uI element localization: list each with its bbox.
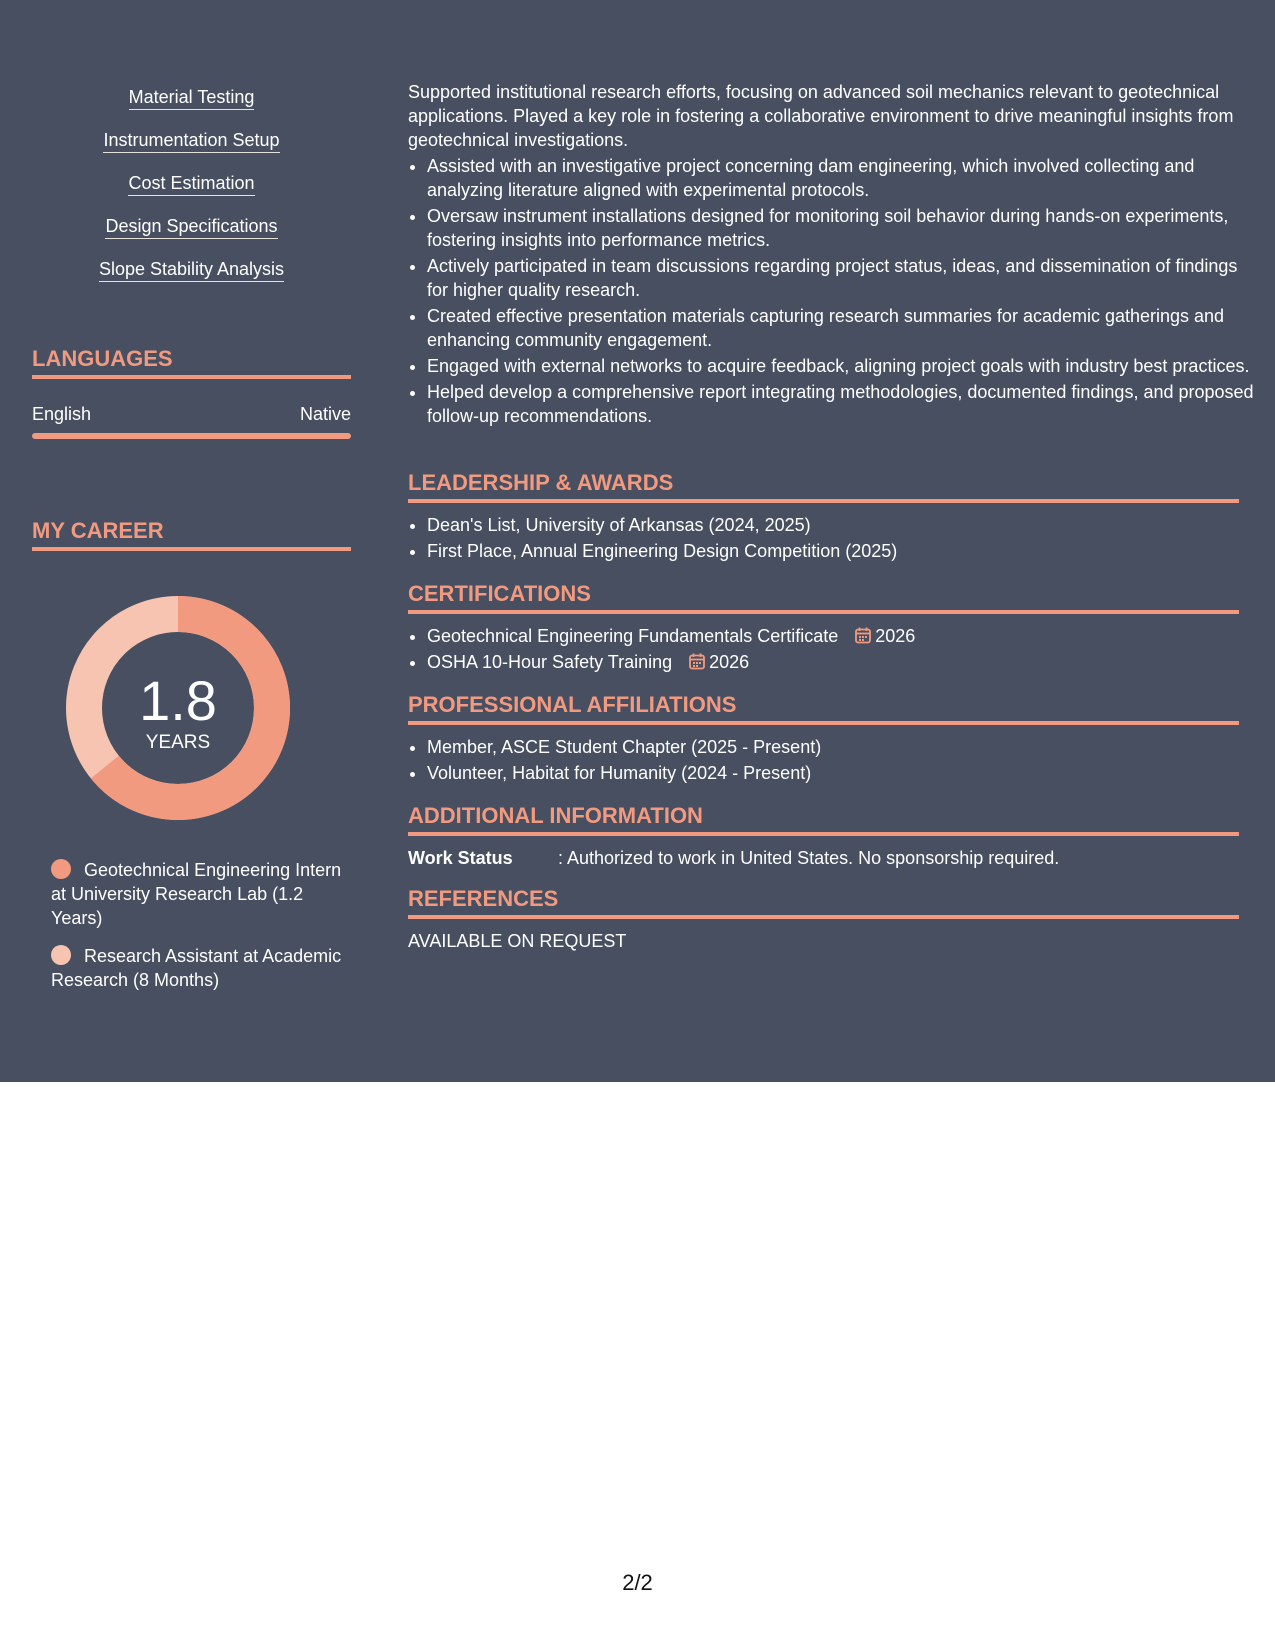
experience-bullet: • Helped develop a comprehensive report integrating methodologies, documented findings, and proposed follow-up recommendations. (427, 380, 1258, 428)
career-total-value: 1.8 (139, 669, 217, 732)
experience-summary: Supported institutional research efforts, focusing on advanced soil mechanics relevant to geotechnical applications. Played a key role in fostering a collaborative environment to drive meaningful insights from geotechnical investigations. (408, 82, 1234, 150)
leadership-heading: LEADERSHIP & AWARDS (408, 470, 1239, 503)
career-donut-chart (66, 596, 290, 820)
references-section (408, 886, 1239, 953)
affiliations-heading: PROFESSIONAL AFFILIATIONS (408, 692, 1239, 725)
calendar-icon (689, 653, 705, 670)
career-heading: MY CAREER (32, 518, 351, 551)
skill-item: Instrumentation Setup (103, 129, 279, 153)
language-proficiency-bar (32, 433, 351, 439)
leadership-item: • Dean's List, University of Arkansas (2024, 2025) (427, 513, 1239, 537)
language-row (32, 403, 351, 425)
additional-info-section (408, 803, 1239, 870)
certification-name: OSHA 10-Hour Safety Training (427, 652, 673, 672)
experience-bullet: • Oversaw instrument installations designed for monitoring soil behavior during hands-on experiments, fostering insights into performance metrics. (427, 204, 1258, 252)
affiliation-item: • Volunteer, Habitat for Humanity (2024 - Present) (427, 761, 1239, 785)
certification-name: Geotechnical Engineering Fundamentals Certificate (427, 626, 839, 646)
certification-item (427, 650, 1239, 674)
calendar-icon (855, 627, 871, 644)
leadership-section (408, 470, 1239, 565)
certifications-section (408, 581, 1239, 676)
additional-info-heading: ADDITIONAL INFORMATION (408, 803, 1239, 836)
leadership-item: • First Place, Annual Engineering Design Competition (2025) (427, 539, 1239, 563)
languages-heading: LANGUAGES (32, 346, 351, 379)
experience-bullet: • Assisted with an investigative project concerning dam engineering, which involved collecting and analyzing literature aligned with experimental protocols. (427, 154, 1258, 202)
work-status-label: Work Status (408, 848, 513, 868)
references-text: AVAILABLE ON REQUEST (408, 931, 627, 951)
certification-year: 2026 (875, 626, 916, 646)
skill-item: Design Specifications (105, 215, 277, 239)
skill-item: Slope Stability Analysis (99, 258, 284, 282)
work-status-row (408, 846, 1239, 870)
legend-label: Research Assistant at Academic Research (8 Months) (51, 946, 342, 990)
legend-item (51, 858, 351, 930)
skills-list (32, 86, 351, 301)
affiliation-item: • Member, ASCE Student Chapter (2025 - Present) (427, 735, 1239, 759)
work-status-value: : Authorized to work in United States. No sponsorship required. (558, 848, 1060, 868)
experience-bullet: • Engaged with external networks to acquire feedback, aligning project goals with industry best practices. (427, 354, 1258, 378)
certifications-heading: CERTIFICATIONS (408, 581, 1239, 614)
career-legend (51, 858, 351, 1006)
experience-bullets (408, 154, 1258, 430)
affiliations-section (408, 692, 1239, 787)
experience-bullet: • Created effective presentation materials capturing research summaries for academic gatherings and enhancing community engagement. (427, 304, 1258, 352)
language-name: English (32, 404, 92, 424)
skill-item: Material Testing (129, 86, 255, 110)
legend-item (51, 944, 351, 992)
legend-label: Geotechnical Engineering Intern at University Research Lab (1.2 Years) (51, 860, 342, 928)
references-heading: REFERENCES (408, 886, 1239, 919)
legend-dot-icon (51, 945, 71, 965)
certification-year: 2026 (709, 652, 750, 672)
certification-item (427, 624, 1239, 648)
page-number: 2/2 (622, 1570, 653, 1595)
skill-item: Cost Estimation (128, 172, 254, 196)
language-level: Native (299, 404, 351, 424)
experience-bullet: • Actively participated in team discussions regarding project status, ideas, and dissemination of findings for higher quality research. (427, 254, 1258, 302)
legend-dot-icon (51, 859, 71, 879)
career-total-unit: YEARS (145, 732, 211, 753)
